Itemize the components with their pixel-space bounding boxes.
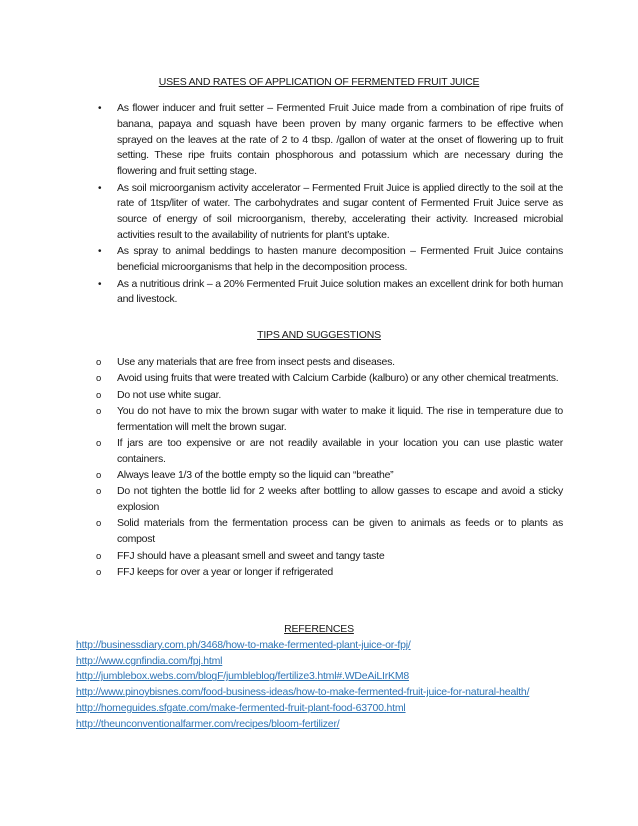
list-item-text: Always leave 1/3 of the bottle empty so the liquid can “breathe” — [117, 469, 394, 482]
list-item-text: Solid materials from the fermentation process can be given to animals as feeds or to plants as compost — [117, 517, 563, 546]
reference-link[interactable]: http://homeguides.sfgate.com/make-fermented-fruit-plant-food-63700.html — [76, 701, 406, 714]
list-item-text: As flower inducer and fruit setter – Fermented Fruit Juice made from a combination of ripe fruits of banana, papaya and squash have been proven by many organic farmers to be effective when sprayed on the leaves at the rate of 2 to 4 tbsp. /gallon of water at the onset of flowering up to fruit setting. These ripe fruits contain phosphorous and potassium which are necessary during the flowering and fruit setting stage. — [117, 102, 563, 178]
uses-heading: USES AND RATES OF APPLICATION OF FERMENTED FRUIT JUICE — [158, 76, 480, 88]
circle-bullet-icon: o — [96, 486, 102, 498]
list-item-text: As soil microorganism activity accelerator – Fermented Fruit Juice is applied directly to the soil at the rate of 1tsp/liter of water. The carbohydrates and sugar content of Fermented Fruit Juice serve as source of energy of soil microorganism, thereby, accelerating their activity. Increased microbial activities result to the availability of nutrients for plant’s uptake. — [117, 181, 563, 241]
reference-link[interactable]: http://www.cgnfindia.com/fpj.html — [76, 654, 223, 667]
list-item-text: As a nutritious drink – a 20% Fermented Fruit Juice solution makes an excellent drink for both human and livestock. — [117, 277, 563, 306]
list-item — [96, 549, 563, 565]
tips-list — [96, 355, 563, 581]
circle-bullet-icon: o — [96, 373, 102, 385]
references-list — [76, 638, 566, 732]
tips-heading: TIPS AND SUGGESTIONS — [257, 329, 381, 341]
list-item-text: FFJ keeps for over a year or longer if refrigerated — [117, 565, 334, 578]
list-item — [96, 516, 563, 548]
list-item-text: Use any materials that are free from insect pests and diseases. — [117, 356, 395, 368]
circle-bullet-icon: o — [96, 389, 102, 401]
list-item-text: FFJ should have a pleasant smell and sweet and tangy taste — [117, 549, 385, 562]
list-item — [96, 565, 563, 581]
list-item-text: Do not tighten the bottle lid for 2 weeks after bottling to allow gasses to escape and avoid a sticky explosion — [117, 485, 563, 514]
uses-list — [98, 101, 563, 309]
circle-bullet-icon: o — [96, 550, 102, 562]
reference-link[interactable]: http://businessdiary.com.ph/3468/how-to-make-fermented-plant-juice-or-fpj/ — [76, 639, 411, 651]
bullet-icon: • — [98, 246, 102, 258]
reference-link[interactable]: http://jumblebox.webs.com/blogF/jumbleblog/fertilize3.html#.WDeAiLIrKM8 — [76, 670, 410, 683]
bullet-icon: • — [98, 182, 102, 194]
circle-bullet-icon: o — [96, 405, 102, 417]
circle-bullet-icon: o — [96, 518, 102, 530]
circle-bullet-icon: o — [96, 437, 102, 449]
circle-bullet-icon: o — [96, 357, 102, 368]
list-item — [96, 371, 563, 387]
list-item-text: Avoid using fruits that were treated with Calcium Carbide (kalburo) or any other chemical treatments. — [117, 372, 559, 385]
list-item — [98, 181, 563, 244]
list-item — [96, 468, 563, 484]
list-item — [96, 436, 563, 468]
list-item — [98, 277, 563, 309]
circle-bullet-icon: o — [96, 470, 102, 482]
bullet-icon: • — [98, 278, 102, 290]
list-item-text: As spray to animal beddings to hasten manure decomposition – Fermented Fruit Juice contains beneficial microorganisms that help in the decomposition process. — [117, 245, 563, 274]
bullet-icon: • — [98, 103, 102, 114]
list-item-text: Do not use white sugar. — [117, 388, 221, 401]
list-item — [96, 404, 563, 436]
list-item-text: You do not have to mix the brown sugar with water to make it liquid. The rise in temperature due to fermentation will melt the brown sugar. — [117, 404, 563, 433]
list-item — [96, 388, 563, 404]
circle-bullet-icon: o — [96, 566, 102, 578]
list-item-text: If jars are too expensive or are not readily available in your location you can use plastic water containers. — [117, 436, 563, 465]
list-item — [98, 101, 563, 180]
list-item — [96, 355, 563, 371]
references-heading: REFERENCES — [284, 623, 354, 635]
reference-link[interactable]: http://theunconventionalfarmer.com/recipes/bloom-fertilizer/ — [76, 717, 340, 730]
list-item — [98, 244, 563, 276]
reference-link[interactable]: http://www.pinoybisnes.com/food-business-ideas/how-to-make-fermented-fruit-juice-for-natural-health/ — [76, 686, 530, 699]
list-item — [96, 484, 563, 516]
